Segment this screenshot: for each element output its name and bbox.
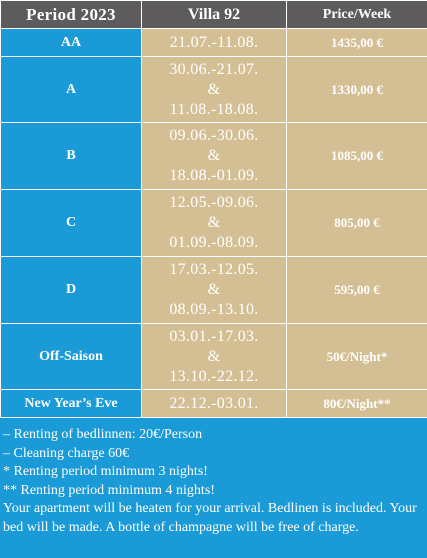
- period-cell: AA: [1, 29, 142, 57]
- header-price: Price/Week: [287, 1, 427, 29]
- date-range: 30.06.-21.07.: [169, 60, 259, 78]
- dates-cell: [142, 29, 287, 57]
- dates-cell: [142, 123, 287, 190]
- dates-cell: [142, 324, 287, 390]
- note-min-4-nights: ** Renting period minimum 4 nights!: [3, 482, 215, 498]
- date-range: 21.07.-11.08.: [169, 33, 259, 51]
- period-cell: C: [1, 190, 142, 257]
- date-range: 12.05.-09.06.: [169, 194, 259, 211]
- period-cell: New Year’s Eve: [1, 390, 142, 418]
- price-cell: 80€/Night**: [287, 390, 427, 418]
- table-header-row: [1, 1, 427, 29]
- price-cell: 1085,00 €: [287, 123, 427, 190]
- date-separator: &: [207, 214, 221, 231]
- date-range: 22.12.-03.01.: [169, 394, 259, 412]
- dates-cell: [142, 390, 287, 418]
- dates-cell: [142, 57, 287, 123]
- date-range: 09.06.-30.06.: [169, 127, 259, 144]
- date-separator: &: [207, 281, 221, 298]
- price-cell: 50€/Night*: [287, 324, 427, 390]
- header-period: Period 2023: [1, 1, 142, 29]
- period-cell: A: [1, 57, 142, 123]
- price-cell: 1435,00 €: [287, 29, 427, 57]
- period-cell: Off-Saison: [1, 324, 142, 390]
- date-range: 18.08.-01.09.: [169, 167, 259, 184]
- note-min-3-nights: * Renting period minimum 3 nights!: [3, 464, 208, 479]
- date-range: 13.10.-22.12.: [169, 367, 259, 385]
- table-row: [1, 190, 427, 257]
- date-separator: &: [207, 147, 221, 164]
- table-row: [1, 390, 427, 418]
- table-row: [1, 29, 427, 57]
- date-range: 01.09.-08.09.: [169, 234, 259, 251]
- date-range: 08.09.-13.10.: [169, 301, 259, 318]
- date-range: 03.01.-17.03.: [169, 327, 259, 345]
- note-cleaning: – Cleaning charge 60€: [3, 445, 130, 461]
- period-cell: B: [1, 123, 142, 190]
- table-row: [1, 57, 427, 123]
- table-row: [1, 324, 427, 390]
- table-row: [1, 257, 427, 324]
- price-cell: 595,00 €: [287, 257, 427, 324]
- date-range: 17.03.-12.05.: [169, 261, 259, 278]
- dates-cell: [142, 257, 287, 324]
- price-cell: 805,00 €: [287, 190, 427, 257]
- dates-cell: [142, 190, 287, 257]
- date-range: 11.08.-18.08.: [169, 100, 259, 118]
- table-row: [1, 123, 427, 190]
- notes-section: [3, 426, 423, 537]
- period-cell: D: [1, 257, 142, 324]
- header-villa: Villa 92: [142, 1, 287, 29]
- date-separator: &: [207, 347, 221, 365]
- date-separator: &: [207, 80, 221, 98]
- note-bedlinen: – Renting of bedlinnen: 20€/Person: [3, 427, 203, 442]
- price-cell: 1330,00 €: [287, 57, 427, 123]
- note-arrival-info: Your apartment will be heaten for your arrival. Bedlinen is included. Your bed will be made. A bottle of champagne will be free of charge.: [3, 501, 417, 535]
